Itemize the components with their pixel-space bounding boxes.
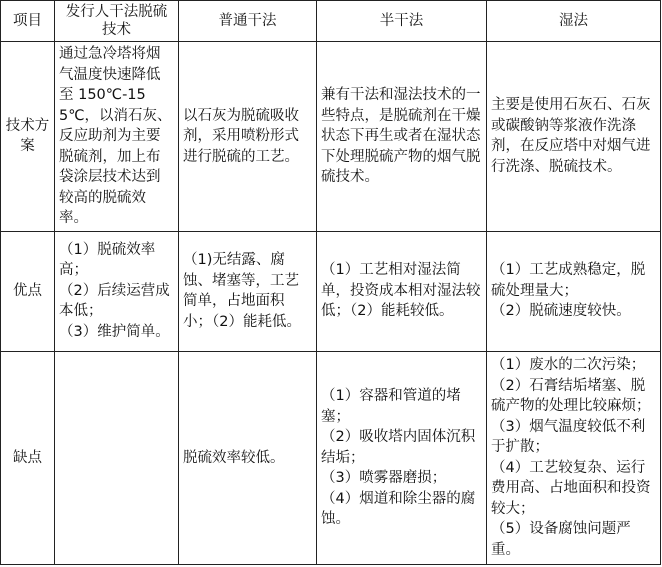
list-item: （2）脱硫速度较快。 — [491, 303, 631, 320]
list-item: （5）设备腐蚀问题严重。 — [491, 521, 631, 558]
list-item: （3）喷雾器磨损； — [321, 470, 447, 486]
list-item: （1）容器和管道的堵塞； — [321, 388, 461, 425]
cell-scheme-semi: 兼有干法和湿法技术的一些特点，是脱硫剂在干燥状态下再生或者在湿状态下处理脱硫产物的烟气脱硫技术。 — [317, 42, 487, 232]
cell-advantages-wet — [487, 231, 661, 351]
list-item: （2）后续运营成本低； — [59, 282, 170, 320]
header-wet-method: 湿法 — [487, 1, 661, 42]
list-item: （1）工艺成熟稳定，脱硫处理量大； — [491, 262, 646, 299]
cell-scheme-company: 通过急冷塔将烟气温度快速降低至 150℃-155℃，以消石灰、反应助剂为主要脱硫剂，加上布袋涂层技术达到较高的脱硫效率。 — [55, 42, 179, 232]
list-item: （2）石膏结垢堵塞、脱硫产物的处理比较麻烦； — [491, 377, 651, 415]
table-row — [1, 42, 661, 232]
header-item: 项目 — [1, 1, 55, 42]
header-row — [1, 1, 661, 42]
cell-scheme-ordinary: 以石灰为脱硫吸收剂，采用喷粉形式进行脱硫的工艺。 — [179, 42, 317, 232]
list-item: （2）吸收塔内固体沉积结垢； — [321, 429, 476, 466]
cell-disadvantages-wet — [487, 351, 661, 565]
header-ordinary-dry-method: 普通干法 — [179, 1, 317, 42]
table-row — [1, 231, 661, 351]
list-item: （3）维护简单。 — [59, 323, 170, 340]
list-item: （4）工艺较复杂、运行费用高、占地面积和投资较大； — [491, 459, 651, 517]
list-item: （1）废水的二次污染； — [491, 357, 646, 374]
table-row — [1, 351, 661, 565]
cell-scheme-wet: 主要是使用石灰石、石灰或碳酸钠等浆液作洗涤剂，在反应塔中对烟气进行洗涤、脱硫技术。 — [487, 42, 661, 232]
row-label-scheme: 技术方案 — [1, 42, 55, 232]
cell-disadvantages-semi — [317, 351, 487, 565]
header-company-dry-method: 发行人干法脱硫技术 — [55, 1, 179, 42]
cell-disadvantages-ordinary: 脱硫效率较低。 — [179, 351, 317, 565]
list-item: （1）脱硫效率高； — [59, 241, 156, 279]
cell-disadvantages-company — [55, 351, 179, 565]
cell-advantages-semi: （1）工艺相对湿法简单，投资成本相对湿法较低；（2）能耗较低。 — [317, 231, 487, 351]
cell-advantages-ordinary: （1)无结露、腐蚀、堵塞等，工艺简单，占地面积小；（2）能耗低。 — [179, 231, 317, 351]
row-label-disadvantages: 缺点 — [1, 351, 55, 565]
list-item: （4）烟道和除尘器的腐蚀。 — [321, 490, 476, 527]
list-item: （3）烟气温度较低不利于扩散； — [491, 418, 646, 456]
row-label-advantages: 优点 — [1, 231, 55, 351]
cell-advantages-company — [55, 231, 179, 351]
header-semi-dry-method: 半干法 — [317, 1, 487, 42]
